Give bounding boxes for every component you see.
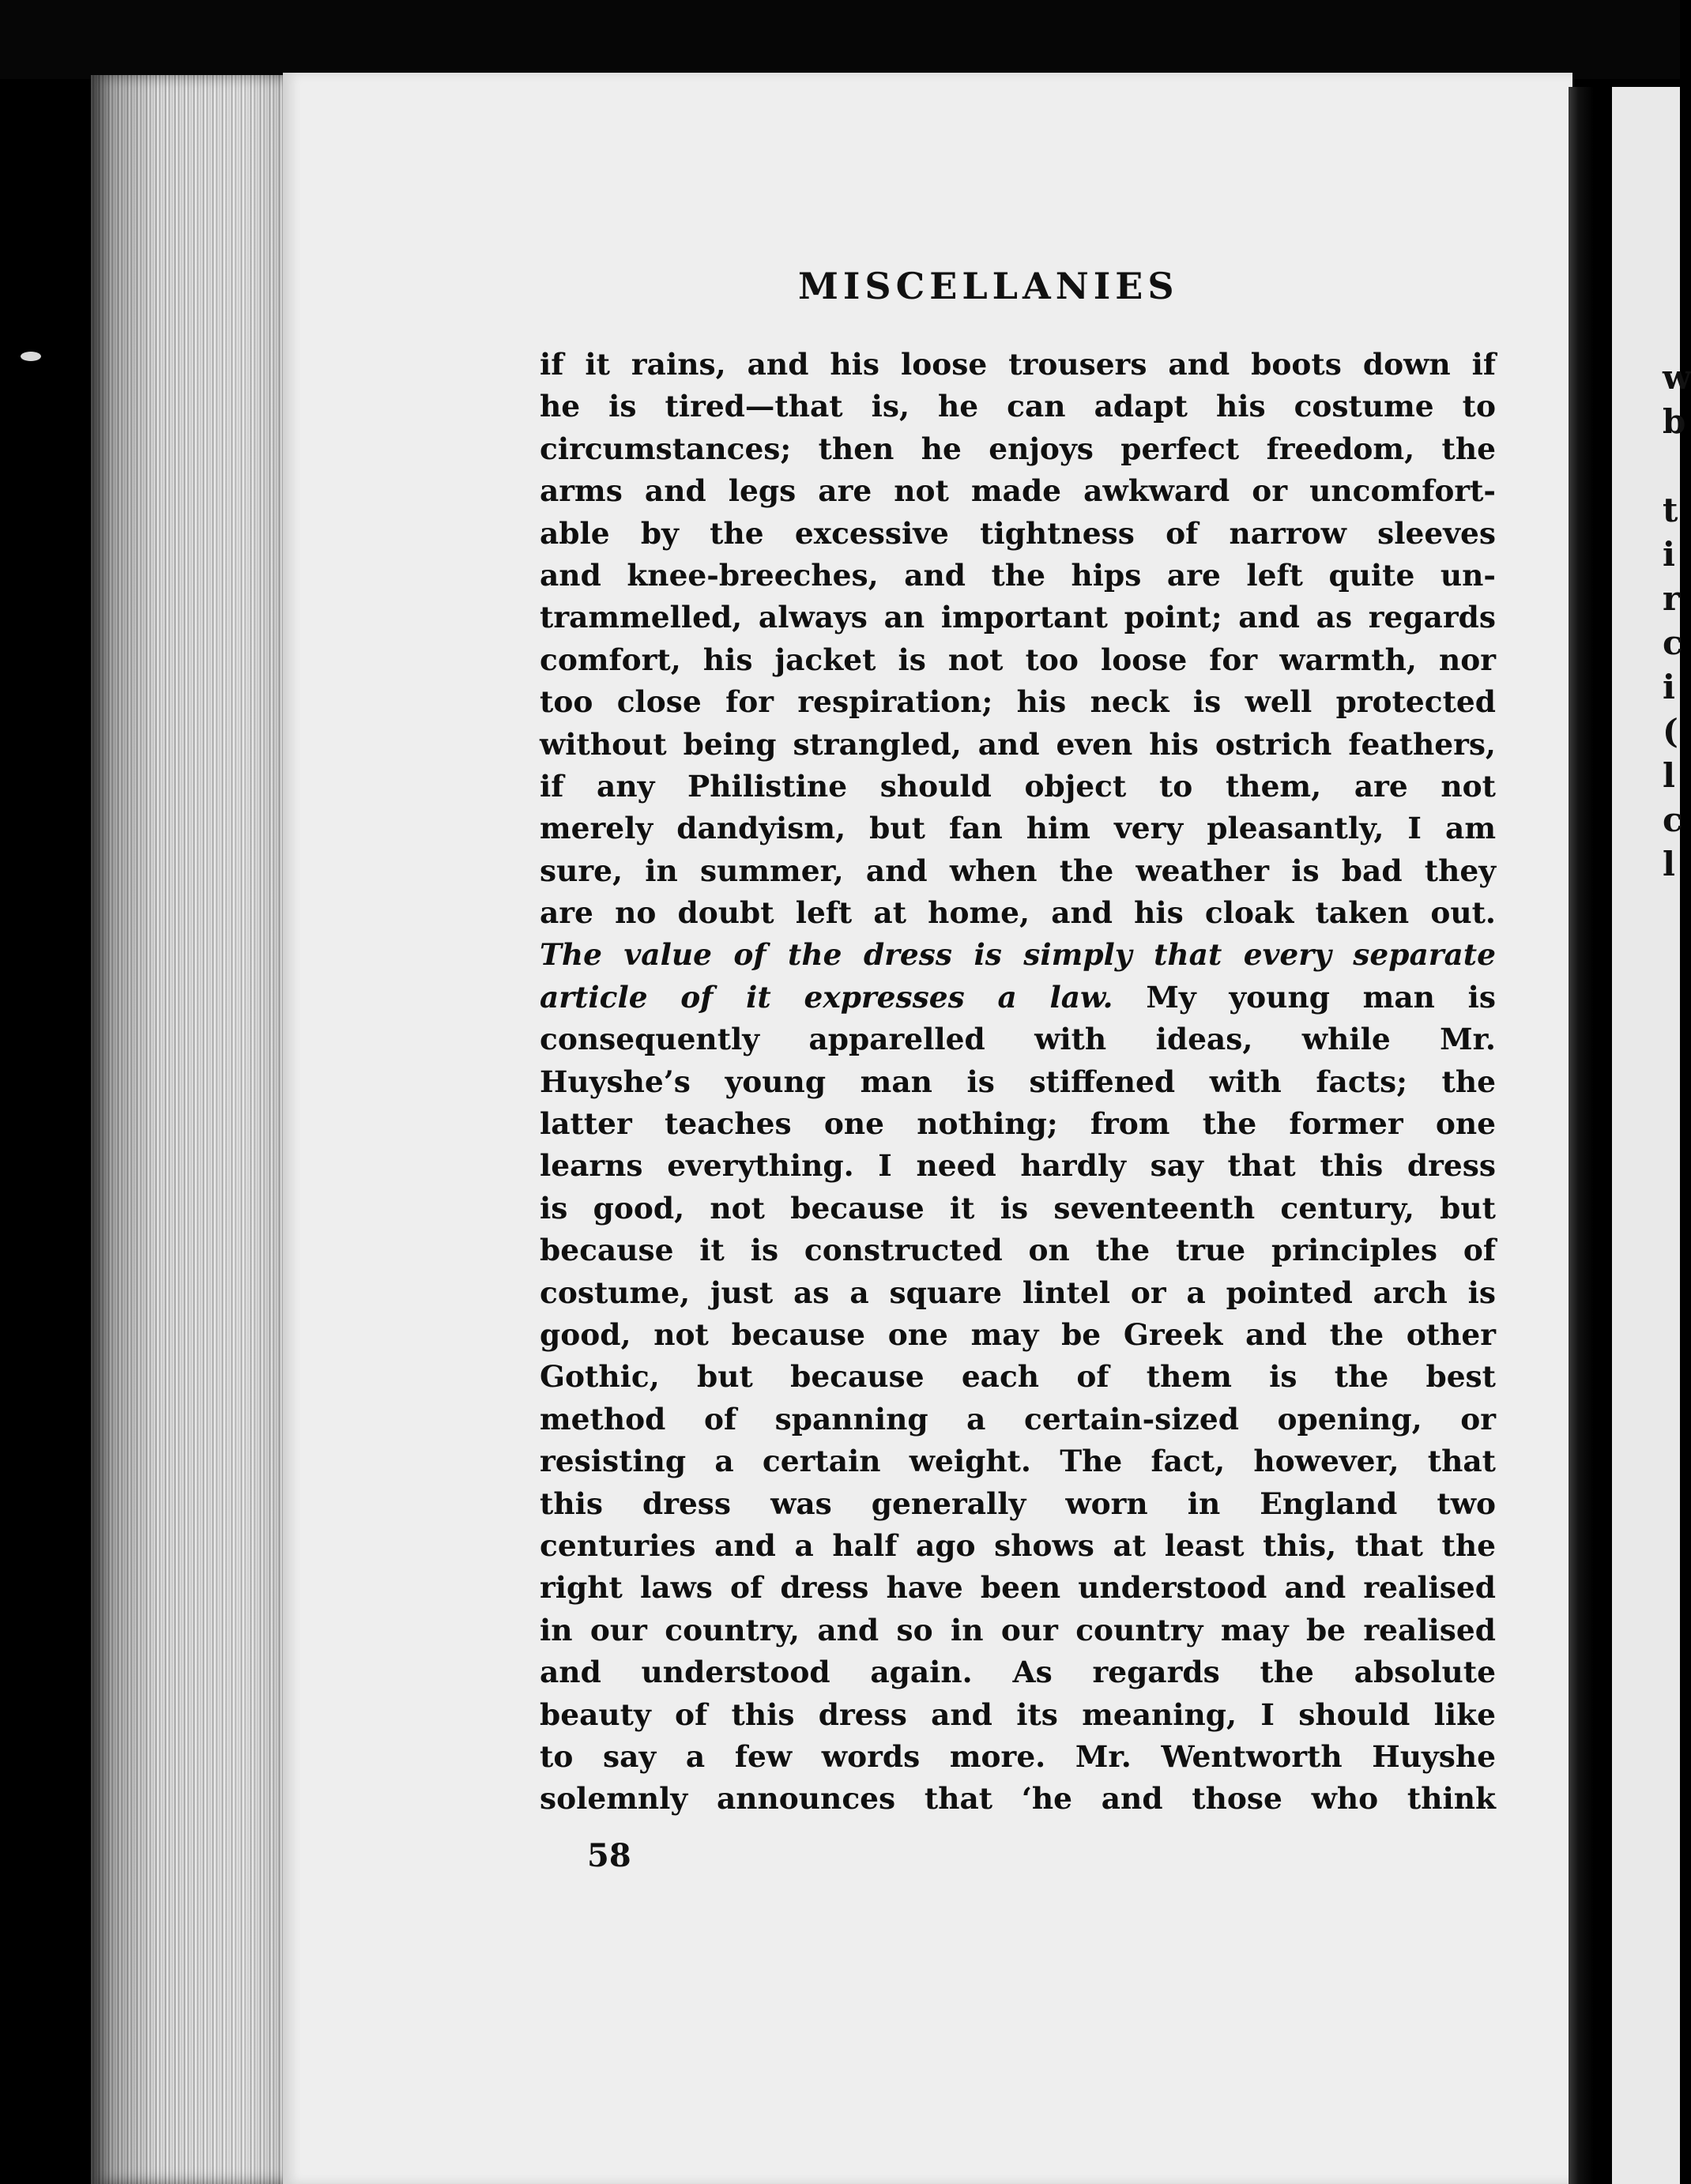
- text-line: if it rains, and his loose trousers and boots down if: [540, 347, 1496, 382]
- page-number: 58: [587, 1837, 631, 1874]
- text-line: consequently apparelled with ideas, while Mr.: [540, 1022, 1496, 1057]
- text-line-italic: [540, 934, 1496, 976]
- text-line: merely dandyism, but fan him very pleasantly, I am: [540, 811, 1496, 846]
- facing-page-fragment: b: [1663, 402, 1686, 441]
- text-line: costume, just as a square lintel or a pointed arch is: [540, 1275, 1496, 1310]
- book-fore-edge: [91, 75, 284, 2184]
- text-line: learns everything. I need hardly say that this dress: [540, 1148, 1496, 1184]
- text-line: arms and legs are not made awkward or uncomfort-: [540, 473, 1496, 509]
- text-line: and understood again. As regards the absolute: [540, 1655, 1496, 1690]
- italic-text: The value of the dress is simply that every separate: [540, 937, 1496, 973]
- text-line: method of spanning a certain-sized opening, or: [540, 1401, 1496, 1437]
- text-line: resisting a certain weight. The fact, however, that: [540, 1444, 1496, 1479]
- text-line: without being strangled, and even his ostrich feathers,: [540, 726, 1496, 762]
- facing-page-fragment: w: [1663, 358, 1691, 397]
- facing-page-fragment: [1663, 444, 1680, 488]
- text-line: if any Philistine should object to them, are not: [540, 768, 1496, 804]
- text-line: comfort, his jacket is not too loose for warmth, nor: [540, 642, 1496, 677]
- facing-page-fragment: l: [1663, 756, 1675, 795]
- book-gutter: [1569, 87, 1594, 2184]
- facing-page-fragment: c: [1663, 623, 1683, 662]
- text-line: right laws of dress have been understood and realised: [540, 1570, 1496, 1606]
- text-line: to say a few words more. Mr. Wentworth Huyshe: [540, 1738, 1496, 1774]
- text-line: circumstances; then he enjoys perfect freedom, the: [540, 431, 1496, 466]
- text-line: latter teaches one nothing; from the former one: [540, 1106, 1496, 1142]
- facing-page-fragment: t: [1663, 491, 1678, 529]
- facing-page-fragment: i: [1663, 535, 1675, 574]
- body-text: [540, 344, 1496, 1821]
- italic-text: article of it expresses a law.: [540, 979, 1113, 1015]
- facing-page-fragment: r: [1663, 579, 1681, 618]
- facing-page-fragment: c: [1663, 800, 1683, 839]
- text-line: this dress was generally worn in England two: [540, 1485, 1496, 1521]
- text-line: centuries and a half ago shows at least this, that the: [540, 1527, 1496, 1563]
- text-line: and knee-breeches, and the hips are left quite un-: [540, 557, 1496, 593]
- text-line: too close for respiration; his neck is well protected: [540, 684, 1496, 720]
- dust-speck: [21, 352, 41, 361]
- scan-top-edge: [0, 0, 1680, 79]
- text-line: he is tired—that is, he can adapt his costume to: [540, 389, 1496, 424]
- text-line: because it is constructed on the true principles of: [540, 1233, 1496, 1268]
- facing-page-text: [1663, 356, 1691, 887]
- text-line: able by the excessive tightness of narrow sleeves: [540, 515, 1496, 551]
- text-line: in our country, and so in our country may be realised: [540, 1612, 1496, 1647]
- text-line: sure, in summer, and when the weather is bad they: [540, 853, 1496, 888]
- running-head: MISCELLANIES: [798, 265, 1179, 307]
- text-line: are no doubt left at home, and his cloak taken out.: [540, 895, 1496, 931]
- text-line: Gothic, but because each of them is the best: [540, 1359, 1496, 1395]
- text-line: good, not because one may be Greek and the other: [540, 1316, 1496, 1352]
- text-line-mixed: [540, 977, 1496, 1019]
- text-line: is good, not because it is seventeenth century, but: [540, 1190, 1496, 1226]
- text-line: solemnly announces that ‘he and those who think: [540, 1781, 1496, 1817]
- text-line: beauty of this dress and its meaning, I should like: [540, 1696, 1496, 1732]
- facing-page-fragment: (: [1663, 712, 1678, 751]
- roman-text: My young man is: [1113, 979, 1497, 1015]
- facing-page-fragment: l: [1663, 845, 1675, 883]
- text-line: Huyshe’s young man is stiffened with facts; the: [540, 1064, 1496, 1099]
- facing-page-fragment: i: [1663, 668, 1675, 706]
- text-line: trammelled, always an important point; and as regards: [540, 600, 1496, 635]
